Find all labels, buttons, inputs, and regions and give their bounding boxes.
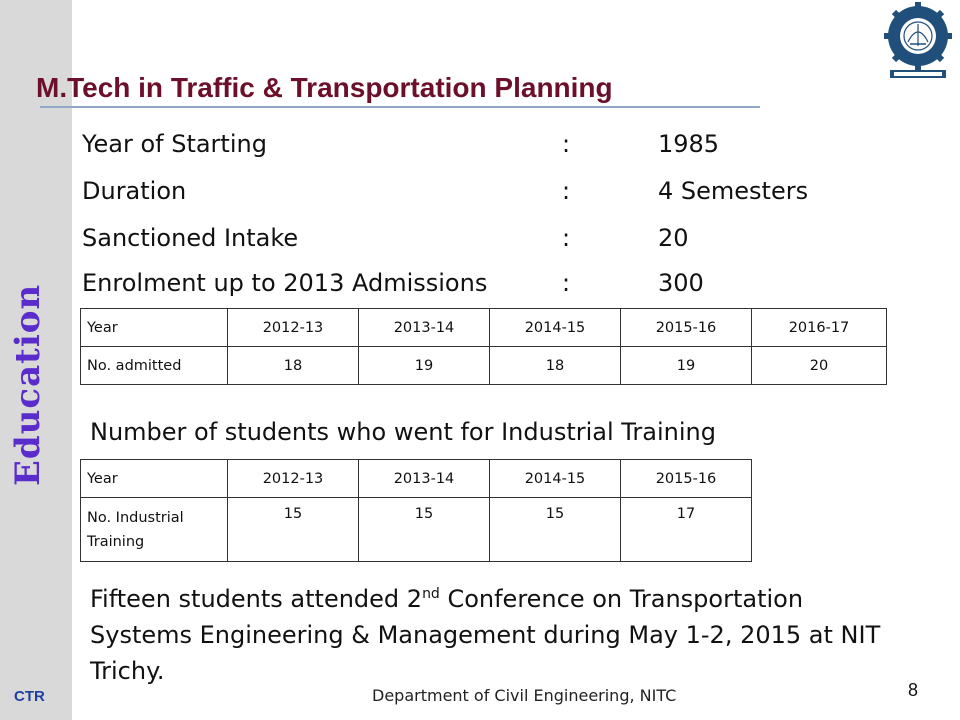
table-header-cell: 2016-17 [752, 309, 887, 347]
table-header-cell: 2013-14 [359, 460, 490, 498]
table-cell: 15 [359, 498, 490, 562]
info-label: Duration [82, 177, 187, 205]
table-cell: 15 [490, 498, 621, 562]
table-row [81, 498, 752, 562]
table-header-cell: 2014-15 [490, 309, 621, 347]
table-header-cell: 2015-16 [621, 309, 752, 347]
slide-title: M.Tech in Traffic & Transportation Planning [36, 72, 613, 103]
table-header-cell: 2012-13 [228, 460, 359, 498]
conference-note [90, 576, 890, 689]
table-cell: No. Industrial Training [81, 498, 228, 562]
info-label: Year of Starting [82, 130, 267, 158]
info-label: Enrolment up to 2013 Admissions [82, 269, 488, 297]
table-cell: 19 [621, 347, 752, 385]
table-header-cell: 2014-15 [490, 460, 621, 498]
table-header-cell: 2015-16 [621, 460, 752, 498]
note-text-end: Conference on Transportation Systems Engineering & Management during May 1-2, 2015 at NIT Trichy. [90, 585, 881, 685]
training-table [80, 459, 752, 562]
info-colon: : [562, 269, 571, 297]
note-text-start: Fifteen students attended 2 [90, 585, 423, 613]
side-section-label: Education [8, 283, 48, 486]
footer-department: Department of Civil Engineering, NITC [372, 686, 677, 705]
info-value: 1985 [658, 130, 720, 158]
info-colon: : [562, 130, 571, 158]
table-cell: 18 [228, 347, 359, 385]
info-value: 300 [658, 269, 704, 297]
table-cell: 18 [490, 347, 621, 385]
institute-logo [884, 2, 952, 84]
table-cell: 17 [621, 498, 752, 562]
table-cell: 15 [228, 498, 359, 562]
table-header-cell: 2013-14 [359, 309, 490, 347]
table-cell: 19 [359, 347, 490, 385]
table-header-cell: Year [81, 460, 228, 498]
info-value: 4 Semesters [658, 177, 809, 205]
note-superscript: nd [422, 586, 440, 602]
info-label: Sanctioned Intake [82, 224, 299, 252]
ctr-label: CTR [14, 688, 45, 705]
table-header-cell: Year [81, 309, 228, 347]
table-row [81, 309, 887, 347]
info-value: 20 [658, 224, 689, 252]
training-heading: Number of students who went for Industrial Training [90, 418, 716, 446]
info-colon: : [562, 224, 571, 252]
table-header-cell: 2012-13 [228, 309, 359, 347]
info-colon: : [562, 177, 571, 205]
page-number: 8 [908, 680, 919, 700]
table-cell: 20 [752, 347, 887, 385]
admissions-table [80, 308, 887, 385]
table-cell: No. admitted [81, 347, 228, 385]
table-row [81, 347, 887, 385]
table-row [81, 460, 752, 498]
title-underline [40, 106, 760, 108]
